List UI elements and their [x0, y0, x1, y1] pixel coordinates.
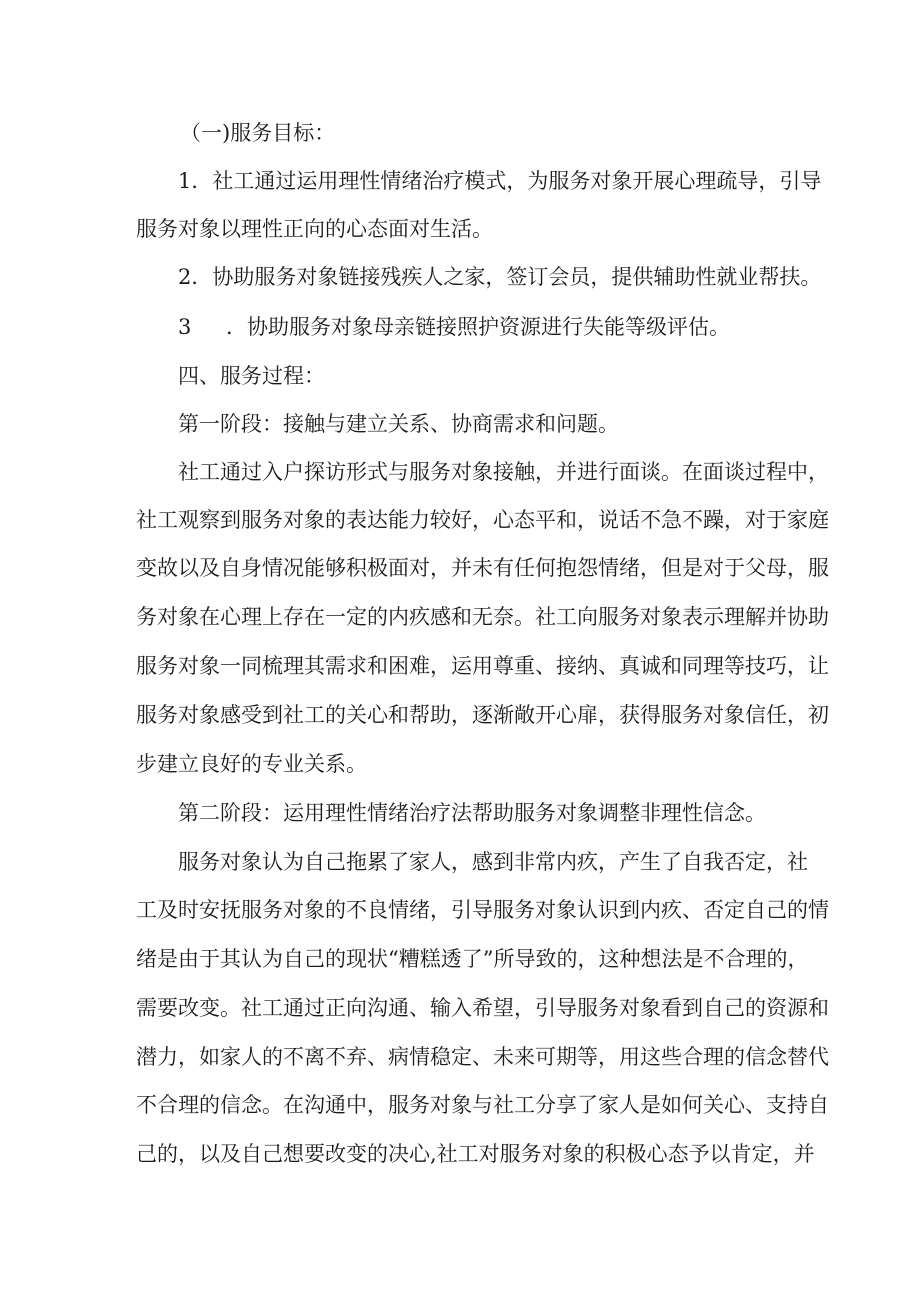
stage-2-paragraph-line: 不合理的信念。在沟通中，服务对象与社工分享了家人是如何关心、支持自: [136, 1093, 829, 1117]
section-heading-service-process: 四、服务过程：: [178, 364, 325, 388]
stage-1-paragraph-line: 服务对象感受到社工的关心和帮助，逐渐敞开心扉，获得服务对象信任，初: [136, 703, 829, 727]
goal-3-number: 3: [178, 315, 192, 339]
goal-3-text: ．协助服务对象母亲链接照护资源进行失能等级评估。: [226, 315, 730, 339]
goal-2: 2．协助服务对象链接残疾人之家，签订会员，提供辅助性就业帮扶。: [178, 265, 822, 289]
stage-2-paragraph-line: 服务对象认为自己拖累了家人，感到非常内疚，产生了自我否定，社: [178, 850, 808, 874]
stage-1-paragraph-line: 服务对象一同梳理其需求和困难，运用尊重、接纳、真诚和同理等技巧，让: [136, 654, 829, 678]
section-heading-service-goals: （一)服务目标：: [180, 121, 336, 145]
stage-1-paragraph-line: 社工观察到服务对象的表达能力较好，心态平和，说话不急不躁，对于家庭: [136, 508, 829, 532]
stage-2-title: 第二阶段：运用理性情绪治疗法帮助服务对象调整非理性信念。: [178, 801, 766, 825]
stage-1-title: 第一阶段：接触与建立关系、协商需求和问题。: [178, 412, 619, 436]
stage-1-paragraph-line: 变故以及自身情况能够积极面对，并未有任何抱怨情绪，但是对于父母，服: [136, 556, 829, 580]
stage-2-paragraph-line: 己的，以及自己想要改变的决心,社工对服务对象的积极心态予以肯定，并: [136, 1142, 815, 1166]
goal-1-line-1: 1．社工通过运用理性情绪治疗模式，为服务对象开展心理疏导，引导: [178, 169, 822, 193]
goal-1-line-2: 服务对象以理性正向的心态面对生活。: [136, 217, 493, 241]
stage-1-paragraph-line: 步建立良好的专业关系。: [136, 752, 367, 776]
stage-2-paragraph-line: 潜力，如家人的不离不弃、病情稳定、未来可期等，用这些合理的信念替代: [136, 1045, 829, 1069]
stage-2-paragraph-line: 绪是由于其认为自己的现状“糟糕透了”所导致的，这种想法是不合理的，: [136, 947, 809, 971]
stage-2-paragraph-line: 需要改变。社工通过正向沟通、输入希望，引导服务对象看到自己的资源和: [136, 996, 829, 1020]
stage-1-paragraph-line: 务对象在心理上存在一定的内疚感和无奈。社工向服务对象表示理解并协助: [136, 605, 829, 629]
stage-2-paragraph-line: 工及时安抚服务对象的不良情绪，引导服务对象认识到内疚、否定自己的情: [136, 898, 829, 922]
stage-1-paragraph-line: 社工通过入户探访形式与服务对象接触，并进行面谈。在面谈过程中，: [178, 460, 829, 484]
